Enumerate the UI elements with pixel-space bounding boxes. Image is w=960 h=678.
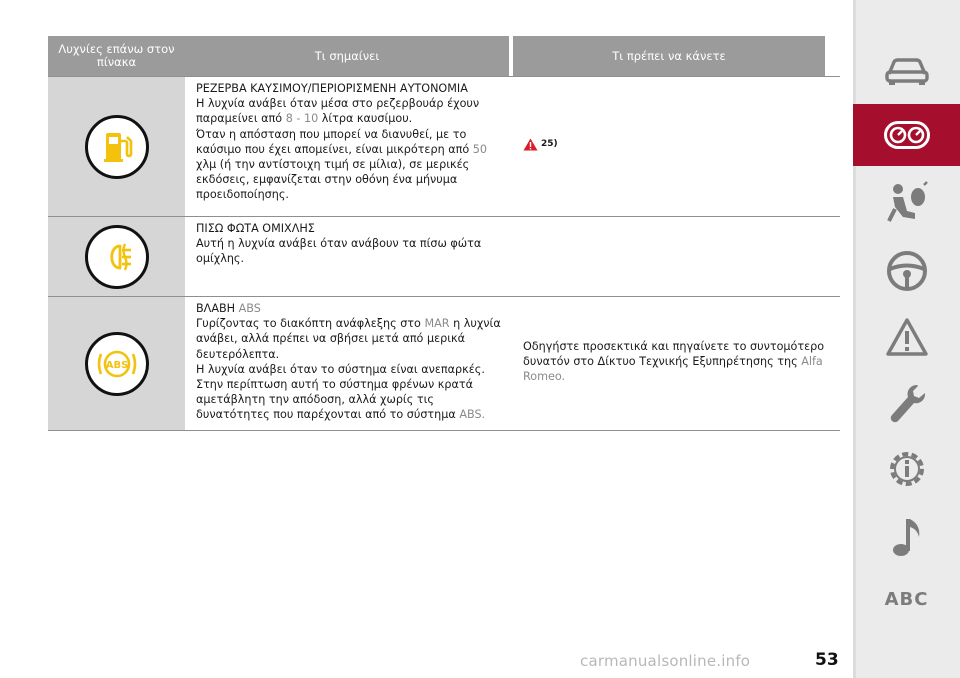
fuel-title: ΡΕΖΕΡΒΑ ΚΑΥΣΙΜΟΥ/ΠΕΡΙΟΡΙΣΜΕΝΗ ΑΥΤΟΝΟΜΙΑ bbox=[196, 82, 468, 95]
table-row bbox=[48, 216, 840, 296]
abs-icon bbox=[85, 332, 149, 396]
table-row bbox=[48, 296, 840, 431]
table-row bbox=[48, 76, 840, 216]
sidebar-item-safety[interactable] bbox=[853, 172, 960, 234]
action-cell bbox=[513, 77, 840, 216]
abs-action-text: Οδηγήστε προσεκτικά και πηγαίνετε το συντομότερο δυνατόν στο Δίκτυο Τεχνικής Εξυπηρέτησης της Alfa Romeo. bbox=[523, 339, 825, 384]
abs-text-3: Στην περίπτωση αυτή το σύστημα φρένων κρατά αμετάβλητη την απόδοση, αλλά χωρίς τις δυνατότητες που παρέχονται από το σύστημα ABS. bbox=[196, 378, 486, 422]
abs-icon-label: ABS bbox=[105, 359, 128, 371]
sidebar-item-maintenance[interactable] bbox=[853, 372, 960, 434]
fog-text: Αυτή η λυχνία ανάβει όταν ανάβουν τα πίσω φώτα ομίχλης. bbox=[196, 237, 482, 266]
lamp-cell bbox=[48, 217, 185, 296]
airbag-passenger-icon bbox=[885, 181, 929, 225]
abc-index-icon: ABC bbox=[884, 588, 929, 610]
page-number: 53 bbox=[815, 650, 839, 670]
abs-text-1: Γυρίζοντας το διακόπτη ανάφλεξης στο MAR η λυχνία ανάβει, αλλά πρέπει να σβήσει μετά από μερικά δευτερόλεπτα. bbox=[196, 317, 501, 361]
watermark: carmanualsonline.info bbox=[580, 652, 751, 670]
sidebar-item-index[interactable] bbox=[853, 576, 960, 622]
action-cell bbox=[513, 217, 840, 296]
rear-fog-light-icon bbox=[85, 225, 149, 289]
info-gear-icon bbox=[885, 447, 929, 491]
meaning-cell bbox=[185, 77, 513, 216]
sidebar-item-multimedia[interactable] bbox=[853, 506, 960, 568]
sidebar-item-dashboard[interactable] bbox=[853, 104, 960, 166]
header-action: Τι πρέπει να κάνετε bbox=[513, 36, 825, 76]
warning-triangle-icon bbox=[885, 317, 929, 357]
lamp-cell bbox=[48, 77, 185, 216]
dashboard-gauges-icon bbox=[884, 121, 930, 149]
sidebar-item-driving[interactable] bbox=[853, 240, 960, 302]
chapter-sidebar bbox=[853, 0, 960, 678]
sidebar-item-emergency[interactable] bbox=[853, 308, 960, 366]
abs-title: ΒΛΑΒΗ ABS bbox=[196, 302, 261, 315]
action-cell bbox=[513, 297, 840, 430]
warning-lights-table bbox=[48, 36, 840, 431]
note-reference: 25) bbox=[541, 138, 558, 149]
steering-wheel-icon bbox=[886, 250, 928, 292]
sidebar-item-car[interactable] bbox=[853, 40, 960, 100]
meaning-cell bbox=[185, 217, 513, 296]
abs-text-2: Η λυχνία ανάβει όταν το σύστημα είναι ανεπαρκές. bbox=[196, 362, 485, 376]
car-icon bbox=[885, 54, 929, 86]
warning-reference bbox=[523, 137, 558, 152]
sidebar-item-technical-data[interactable] bbox=[853, 438, 960, 500]
header-lights: Λυχνίες επάνω στον πίνακα bbox=[48, 36, 185, 76]
fuel-text-1: Η λυχνία ανάβει όταν μέσα στο ρεζερβουάρ έχουν παραμείνει από 8 - 10 λίτρα καυσίμου. bbox=[196, 97, 480, 126]
wrench-icon bbox=[887, 381, 927, 425]
fog-title: ΠΙΣΩ ΦΩΤΑ ΟΜΙΧΛΗΣ bbox=[196, 222, 315, 235]
warning-triangle-icon bbox=[523, 138, 538, 151]
fuel-text-2: Όταν η απόσταση που μπορεί να διανυθεί, με το καύσιμο που έχει απομείνει, είναι μικρότερη από 50 χλμ (ή την αντίστοιχη τιμή σε μίλια), σε μερικές εκδόσεις, εμφανίζεται στην οθόνη ένα μήνυμα προειδοποίησης. bbox=[196, 127, 487, 202]
fuel-pump-icon bbox=[85, 115, 149, 179]
music-note-icon bbox=[889, 515, 925, 559]
meaning-cell bbox=[185, 297, 513, 430]
header-meaning: Τι σημαίνει bbox=[185, 36, 509, 76]
lamp-cell bbox=[48, 297, 185, 430]
table-header bbox=[48, 36, 840, 76]
